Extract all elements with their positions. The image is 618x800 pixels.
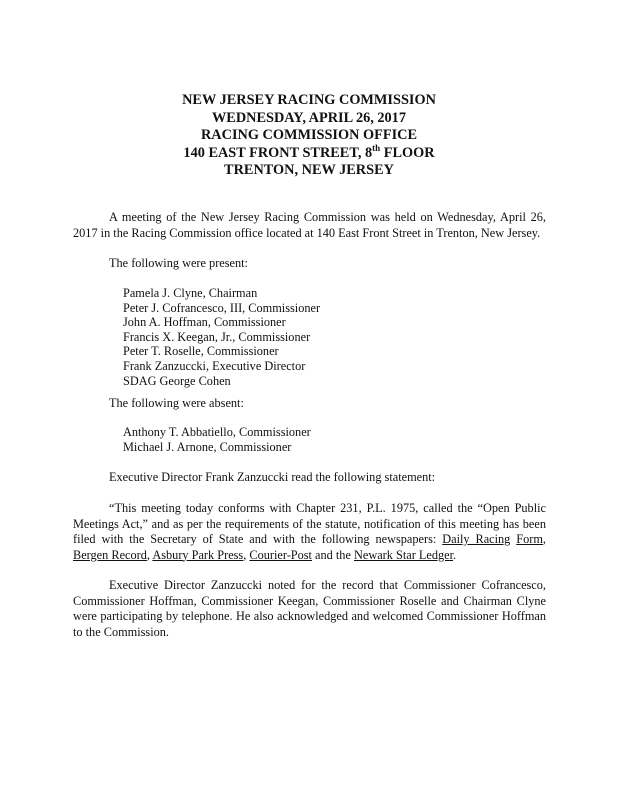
- newspaper-bergen-record: Bergen Record: [73, 547, 147, 562]
- newspaper-courier-post: Courier-Post: [249, 547, 312, 562]
- absent-heading: The following were absent:: [109, 396, 244, 410]
- statement-intro: Executive Director Frank Zanzuccki read the following statement:: [109, 470, 436, 484]
- closing-paragraph: Executive Director Zanzuccki noted for the record that Commissioner Cofrancesco, Commissioner Hoffman, Commissioner Keegan, Commissioner Roselle and Chairman Clyne were participating by telephone. He also acknowledged and welcomed Commissioner Hoffman to the Commission.: [73, 578, 546, 639]
- present-item: Peter J. Cofrancesco, III, Commissioner: [123, 300, 321, 315]
- header-city: TRENTON, NEW JERSEY: [224, 162, 394, 178]
- newspaper-form: Form: [516, 532, 543, 546]
- separator: and the: [311, 547, 354, 562]
- header-address-superscript: th: [372, 142, 381, 153]
- separator: ,: [146, 547, 153, 562]
- present-list: [123, 286, 320, 388]
- present-item: Francis X. Keegan, Jr., Commissioner: [123, 329, 311, 344]
- newspaper-newark-star-ledger: Newark Star Ledger: [354, 547, 454, 562]
- present-item: John A. Hoffman, Commissioner: [123, 315, 286, 330]
- header-office: RACING COMMISSION OFFICE: [200, 127, 418, 143]
- header-date: WEDNESDAY, APRIL 26, 2017: [212, 109, 406, 126]
- header-address: [0, 142, 618, 163]
- statement-end: .: [453, 547, 457, 562]
- header-address-street: 140 EAST FRONT STREET, 8: [183, 144, 373, 161]
- statement-text: “This meeting today conforms with Chapter 231, P.L. 1975, called the “Open Public Meetings Act,” and as per the requirements of the statute, notification of this meeting has been filed with the Secretary of State and with the following newspapers:: [73, 501, 546, 546]
- newspaper-asbury-park-press: Asbury Park Press: [152, 547, 244, 562]
- present-item: Frank Zanzuccki, Executive Director: [123, 358, 306, 373]
- separator: ,: [542, 532, 546, 546]
- present-heading: The following were present:: [109, 256, 248, 270]
- separator: ,: [243, 547, 250, 562]
- present-item: Peter T. Roselle, Commissioner: [123, 344, 279, 359]
- absent-item: Michael J. Arnone, Commissioner: [123, 439, 292, 454]
- statement-paragraph: [73, 501, 546, 563]
- present-item: SDAG George Cohen: [123, 373, 231, 388]
- header-commission-name: NEW JERSEY RACING COMMISSION: [182, 92, 436, 108]
- absent-item: Anthony T. Abbatiello, Commissioner: [123, 425, 311, 439]
- present-item: Pamela J. Clyne, Chairman: [123, 286, 258, 300]
- document-header: [0, 92, 618, 180]
- absent-list: [123, 425, 311, 454]
- intro-paragraph: A meeting of the New Jersey Racing Commission was held on Wednesday, April 26, 2017 in the Racing Commission office located at 140 East Front Street in Trenton, New Jersey.: [73, 210, 546, 240]
- newspaper-daily-racing: Daily Racing: [442, 532, 511, 546]
- header-address-floor: FLOOR: [380, 144, 435, 161]
